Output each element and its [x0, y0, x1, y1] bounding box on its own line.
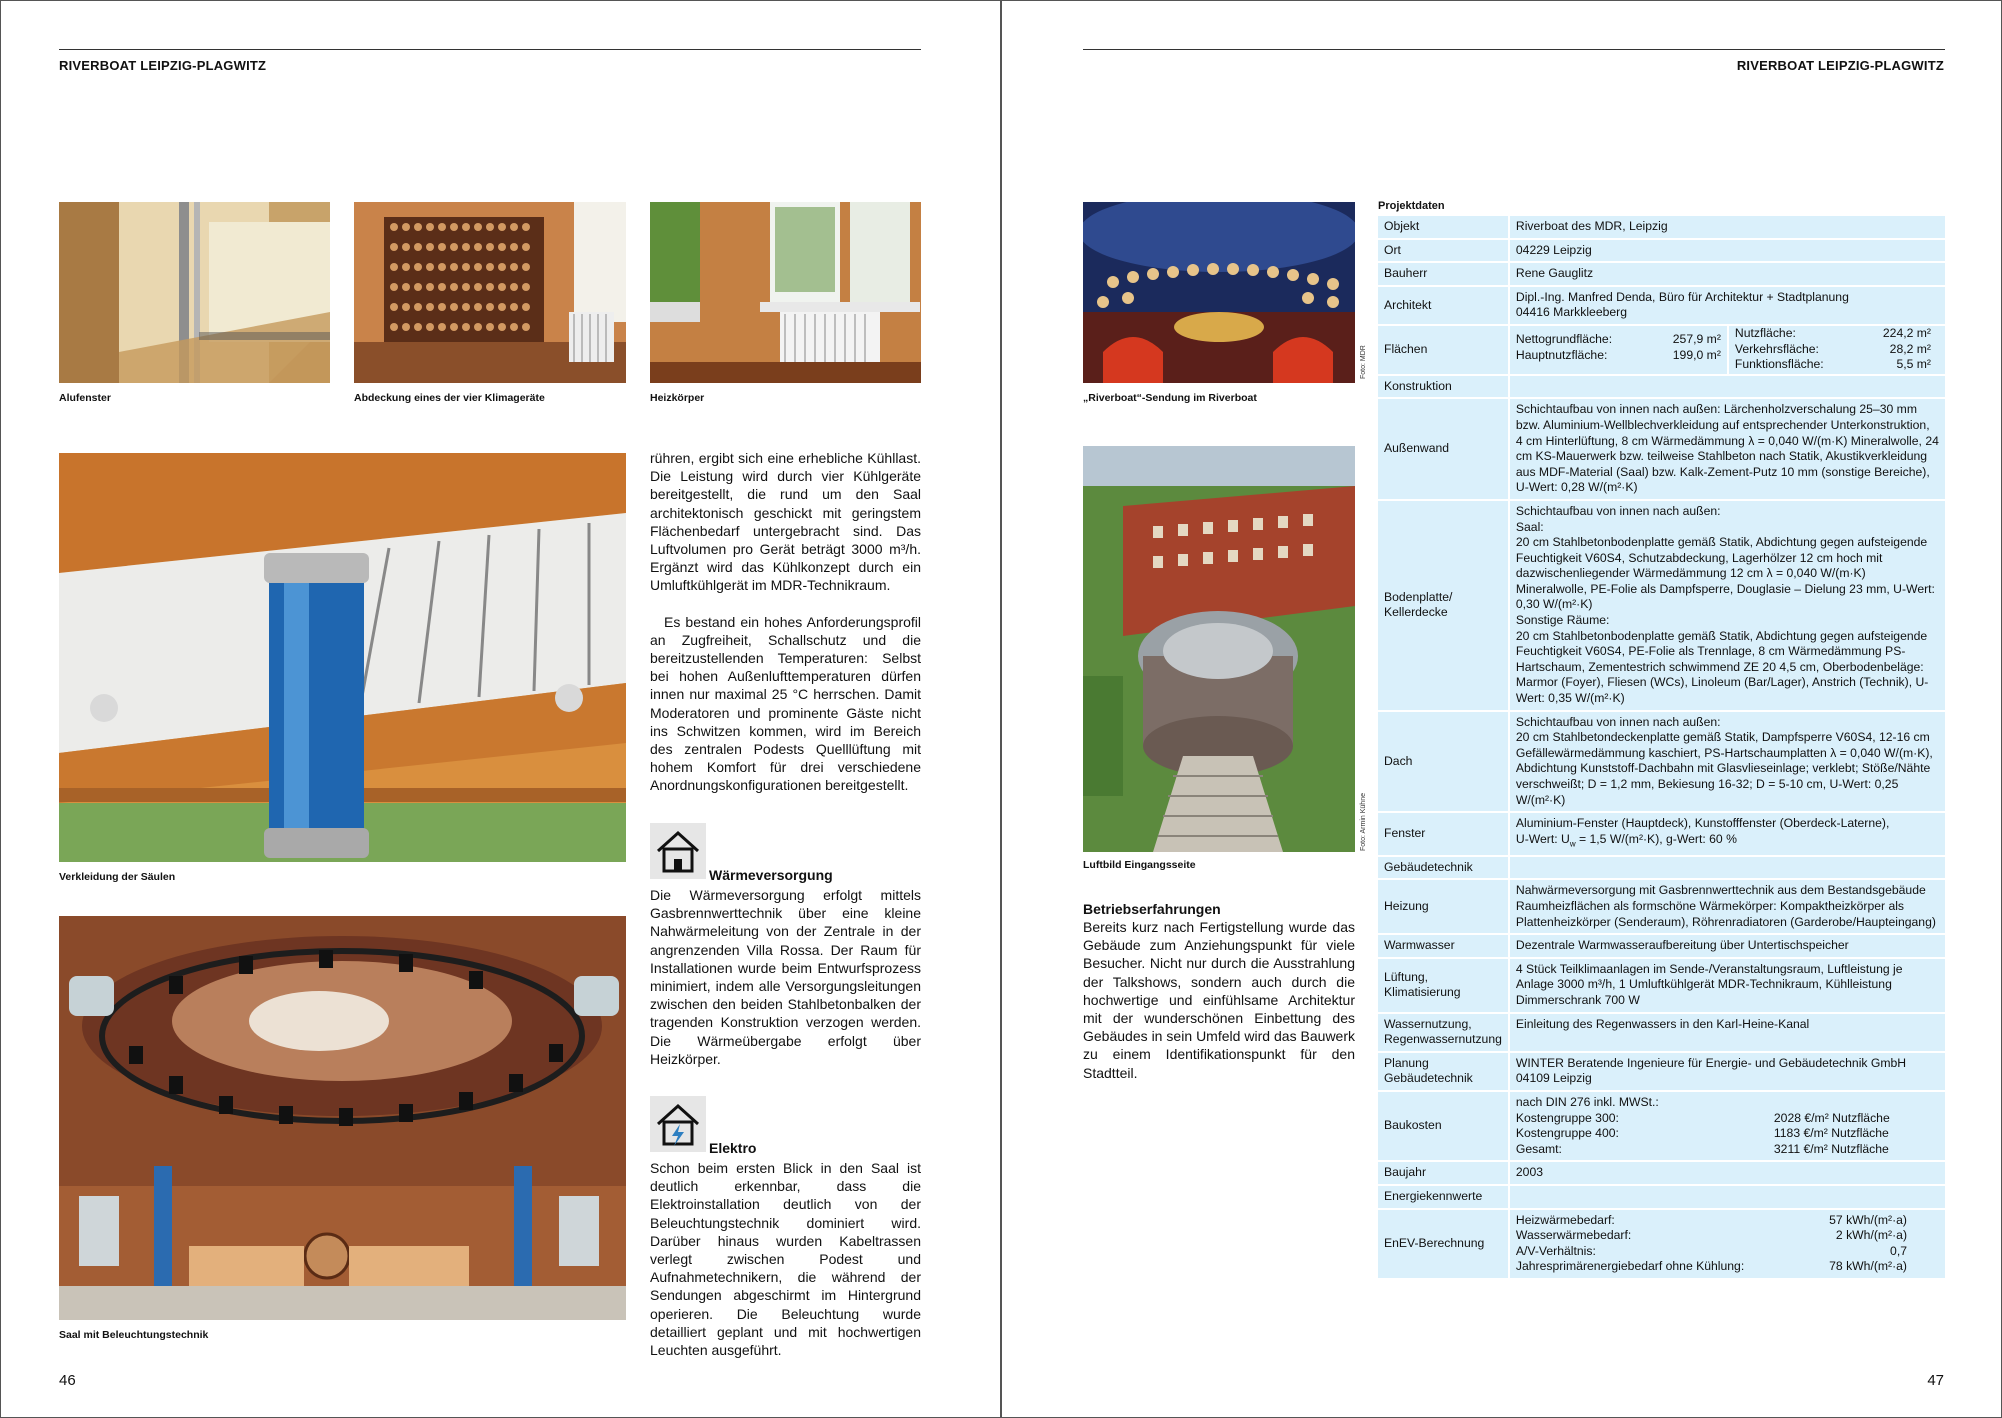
- fenster-uwert-value: = 1,5 W/(m²·K), g-Wert: 60 %: [1575, 831, 1737, 846]
- row-label: Architekt: [1378, 286, 1509, 325]
- table-row: [1378, 239, 1945, 263]
- table-row: [1378, 398, 1945, 500]
- row-value: [1509, 286, 1945, 325]
- row-label: Energiekennwerte: [1378, 1185, 1509, 1209]
- row-value: Schichtaufbau von innen nach außen: Lärchenholzverschalung 25–30 mm bzw. Aluminium-Wellblechverkleidung auf entsprechender Unterkonstruktion, 4 cm Hinterlüftung, 8 cm Wärmedämmung λ = 0,040 W/(m·K) Mineralwolle, 24 cm KS-Mauerwerk bzw. teilweise Stahlbeton nach Statik, Akustikverkleidung aus MDF-Material (Saal) bzw. Kalk-Zement-Putz 10 mm (sonstige Bereiche), U-Wert: 0,28 W/(m²·K): [1509, 398, 1945, 500]
- body-text-betriebserfahrungen: Bereits kurz nach Fertigstellung wurde das Gebäude zum Anziehungspunkt für viele Besucher. Nicht nur durch die Ausstrahlung der Talkshows, sondern auch durch die hochwertige und einfühlsame Architektur mit der wunderschönen Einbettung des Gebäudes in sein Umfeld wird das Bauwerk zu einem Identifikationspunkt für den Stadtteil.: [1083, 919, 1355, 1081]
- table-row: [1378, 934, 1945, 958]
- wasserwaermebedarf-value: 2 kWh/(m²·a): [1835, 1228, 1907, 1243]
- table-row: [1378, 262, 1945, 286]
- house-icon: [650, 823, 706, 879]
- architekt-line-2: 04416 Markkleeberg: [1515, 305, 1628, 320]
- row-label: Außenwand: [1378, 398, 1509, 500]
- row-value: Einleitung des Regenwassers in den Karl-Heine-Kanal: [1509, 1013, 1945, 1052]
- flaechen-vf-label: Verkehrsfläche:: [1734, 341, 1819, 356]
- planung-line: WINTER Beratende Ingenieure für Energie- und Gebäudetechnik GmbH: [1515, 1055, 1907, 1070]
- table-row: [1378, 856, 1945, 880]
- row-label: Lüftung, Klimatisierung: [1378, 958, 1509, 1013]
- architekt-line-1: Dipl.-Ing. Manfred Denda, Büro für Architektur + Stadtplanung: [1515, 289, 1849, 304]
- row-value: [1509, 500, 1945, 711]
- row-value: [1509, 1052, 1945, 1091]
- table-row: [1378, 500, 1945, 711]
- wasserwaermebedarf-label: Wasserwärmebedarf:: [1515, 1228, 1632, 1243]
- row-label: Planung Gebäudetechnik: [1378, 1052, 1509, 1091]
- row-label: Objekt: [1378, 216, 1509, 239]
- table-row: [1378, 1091, 1945, 1161]
- page-number: 46: [59, 1372, 76, 1389]
- fenster-line: Aluminium-Fenster (Hauptdeck), Kunstofffenster (Oberdeck-Laterne),: [1515, 816, 1890, 831]
- gesamt-value: 3211 €/m² Nutzfläche: [1773, 1141, 1889, 1156]
- caption-heizkoerper: Heizkörper: [650, 392, 705, 404]
- flaechen-nf-label: Nutzfläche:: [1734, 325, 1796, 340]
- row-value: 4 Stück Teilklimaanlagen im Sende-/Veranstaltungsraum, Luftleistung je Anlage 3000 m³/h, 1 Umluftkühlgerät MDR-Technikraum, Kühlleistung Dimmerschrank 700 W: [1509, 958, 1945, 1013]
- av-verhaeltnis-label: A/V-Verhältnis:: [1515, 1243, 1596, 1258]
- photo-luftbild: [1083, 446, 1355, 852]
- row-value: [1509, 856, 1945, 880]
- kostengruppe-400-value: 1183 €/m² Nutzfläche: [1773, 1126, 1889, 1141]
- photo-saeulen: [59, 453, 626, 862]
- photo-credit-kuehne: Foto: Armin Kühne: [1360, 793, 1367, 851]
- row-value: 2003: [1509, 1161, 1945, 1185]
- right-page: [1001, 0, 2002, 1418]
- row-label: Flächen: [1378, 325, 1509, 375]
- boden-line: 20 cm Stahlbetonbodenplatte gemäß Statik, Abdichtung gegen aufsteigende Feuchtigkeit V60S4, Schutzabdeckung, Lagerhölzer 12 cm hoch mit dazwischenliegender Wärmedämmung 12 cm λ = 0,040 W/(m·K) Mineralwolle, PE-Folie als Dampfsperre, Douglasie – Dielung 23 mm, U-Wert: 0,30 W/(m²·K): [1515, 535, 1935, 612]
- table-row: [1378, 812, 1945, 856]
- running-header: RIVERBOAT LEIPZIG-PLAGWITZ: [1736, 58, 1944, 73]
- row-label: Bodenplatte/ Kellerdecke: [1378, 500, 1509, 711]
- projektdaten-table: [1378, 216, 1945, 1280]
- boden-line: Schichtaufbau von innen nach außen:: [1515, 503, 1721, 518]
- table-row: [1378, 1161, 1945, 1185]
- kostengruppe-300-value: 2028 €/m² Nutzfläche: [1773, 1110, 1890, 1125]
- flaechen-nf-value: 224,2 m²: [1882, 325, 1931, 340]
- flaechen-vf-value: 28,2 m²: [1889, 341, 1931, 356]
- flaechen-right: [1729, 326, 1945, 374]
- table-row: [1378, 711, 1945, 813]
- table-row: [1378, 216, 1945, 239]
- body-text-elektro: Schon beim ersten Blick in den Saal ist deutlich erkennbar, dass die Elektroinstallation deutlich von der Beleuchtungstechnik dominiert wird. Darüber hinaus wurden Kabeltrassen verlegt zwischen Podest und Aufnahmetechnikern, die während der Sendungen abgeschirmt im Hintergrund operieren. Die Beleuchtung wurde detailliert geplant und mit hochwertigen Leuchten ausgeführt.: [650, 1160, 921, 1359]
- dach-line: Schichtaufbau von innen nach außen:: [1515, 714, 1721, 729]
- body-text-kuehlung: [650, 449, 921, 813]
- caption-sendung: „Riverboat“-Sendung im Riverboat: [1083, 392, 1257, 404]
- row-value: [1509, 325, 1945, 375]
- heizwaermebedarf-label: Heizwärmebedarf:: [1515, 1212, 1615, 1227]
- flaechen-ff-label: Funktionsfläche:: [1734, 357, 1824, 372]
- fenster-uwert-text: U-Wert: U: [1515, 831, 1570, 846]
- photo-alufenster: [59, 202, 330, 383]
- caption-saeulen: Verkleidung der Säulen: [59, 871, 176, 883]
- table-row: [1378, 286, 1945, 325]
- row-value: [1509, 1185, 1945, 1209]
- table-row: [1378, 375, 1945, 399]
- row-label: EnEV-Berechnung: [1378, 1209, 1509, 1279]
- row-value: [1509, 1209, 1945, 1279]
- heizwaermebedarf-value: 57 kWh/(m²·a): [1829, 1212, 1907, 1227]
- fenster-uwert-sub: w: [1569, 839, 1576, 849]
- kostengruppe-400-label: Kostengruppe 400:: [1515, 1126, 1619, 1141]
- row-label: Bauherr: [1378, 262, 1509, 286]
- photo-credit-mdr: Foto: MDR: [1360, 345, 1367, 379]
- gesamt-label: Gesamt:: [1515, 1141, 1562, 1156]
- caption-saal: Saal mit Beleuchtungstechnik: [59, 1329, 209, 1341]
- av-verhaeltnis-value: 0,7: [1890, 1243, 1907, 1258]
- row-value: 04229 Leipzig: [1509, 239, 1945, 263]
- flaechen-ngf-value: 257,9 m²: [1672, 331, 1721, 346]
- table-row: [1378, 325, 1945, 375]
- table-row: [1378, 879, 1945, 934]
- running-header: RIVERBOAT LEIPZIG-PLAGWITZ: [59, 58, 267, 73]
- row-label: Fenster: [1378, 812, 1509, 856]
- dach-line: 20 cm Stahlbetondeckenplatte gemäß Statik, Dampfsperre V60S4, 12-16 cm Gefällewärmedämmung kaschiert, PS-Hartschaumplatten λ = 0,040 W/(m·K), Abdichtung Kunststoff-Dachbahn mit Glasvlieseinlage; verklebt; Stöße/Nähte verschweißt; D = 1,2 mm, Bekiesung 16-32; D = 5-10 cm, U-Wert: 0,25 W/(m²·K): [1515, 730, 1933, 807]
- flaechen-hnf-value: 199,0 m²: [1672, 347, 1721, 362]
- jahresprimaerenergiebedarf-label: Jahresprimärenergiebedarf ohne Kühlung:: [1515, 1259, 1745, 1274]
- row-label: Baujahr: [1378, 1161, 1509, 1185]
- table-title-projektdaten: Projektdaten: [1378, 200, 1445, 212]
- kostengruppe-300-label: Kostengruppe 300:: [1515, 1110, 1619, 1125]
- table-row: [1378, 958, 1945, 1013]
- table-row: [1378, 1209, 1945, 1279]
- section-title-elektro: Elektro: [709, 1140, 757, 1156]
- boden-line: Sonstige Räume:: [1515, 613, 1610, 628]
- page-number: 47: [1927, 1372, 1944, 1389]
- row-value: [1509, 812, 1945, 856]
- flaechen-ngf-label: Nettogrundfläche:: [1515, 331, 1613, 346]
- flaechen-hnf-label: Hauptnutzfläche:: [1515, 347, 1608, 362]
- row-value: Dezentrale Warmwasseraufbereitung über Untertischspeicher: [1509, 934, 1945, 958]
- fenster-line: [1516, 832, 1939, 852]
- section-title-betriebserfahrungen: Betriebserfahrungen: [1083, 901, 1221, 917]
- paragraph-anforderungsprofil: Es bestand ein hohes Anforderungsprofil an Zugfreiheit, Schallschutz und die bereitzustellenden Temperaturen: Selbst bei hohen Außenlufttemperaturen dürfen innen nur maximal 25 °C herrschen. Damit Moderatoren und prominente Gäste nicht ins Schwitzen kommen, wird im Bereich des zentralen Podests Quelllüftung mit hohem Komfort für drei verschiedene Anordnungskonfigurationen bereitgestellt.: [650, 613, 921, 794]
- boden-line: 20 cm Stahlbetonbodenplatte gemäß Statik, Abdichtung gegen aufsteigende Feuchtigkeit V60S4, PE-Folie als Trennlage, 8 cm Wärmedämmung PS-Hartschaum, Zementestrich schwimmend ZE 20 4,5 cm, Oberbodenbeläge: Marmor (Foyer), Fliesen (WCs), Linoleum (Bar/Lager), Anstrich (Technik), U-Wert: 0,35 W/(m²·K): [1515, 628, 1929, 706]
- row-label: Wassernutzung, Regenwassernutzung: [1378, 1013, 1509, 1052]
- table-row: [1378, 1013, 1945, 1052]
- table-row: [1378, 1052, 1945, 1091]
- photo-sendung: [1083, 202, 1355, 383]
- row-value: [1509, 1091, 1945, 1161]
- flaechen-ff-value: 5,5 m²: [1896, 357, 1931, 372]
- photo-abdeckung: [354, 202, 626, 383]
- caption-alufenster: Alufenster: [59, 392, 111, 404]
- header-rule: [1083, 49, 1945, 50]
- boden-line: Saal:: [1515, 519, 1544, 534]
- row-label: Ort: [1378, 239, 1509, 263]
- caption-abdeckung: Abdeckung eines der vier Klimageräte: [354, 392, 545, 404]
- row-label: Baukosten: [1378, 1091, 1509, 1161]
- row-value: [1509, 375, 1945, 399]
- row-value: [1509, 711, 1945, 813]
- photo-saal: [59, 916, 626, 1320]
- paragraph-kuehllast: rühren, ergibt sich eine erhebliche Kühllast. Die Leistung wird durch vier Kühlgeräte bereitgestellt, die rund um den Saal architektonisch geschickt mit geringstem Flächenbedarf untergebracht sind. Das Luftvolumen pro Gerät beträgt 3000 m³/h. Ergänzt wird das Kühlkonzept durch ein Umluftkühlgerät im MDR-Technikraum.: [650, 450, 921, 594]
- row-label: Gebäudetechnik: [1378, 856, 1509, 880]
- flaechen-left: [1510, 326, 1729, 374]
- row-label: Dach: [1378, 711, 1509, 813]
- caption-luftbild: Luftbild Eingangsseite: [1083, 859, 1196, 871]
- row-value: Nahwärmeversorgung mit Gasbrennwerttechnik aus dem Bestandsgebäude Raumheizflächen als formschöne Wärmekörper: Kompaktheizkörper als Plattenheizkörper (Senderaum), Röhrenradiatoren (Garderobe/Haupteingang): [1509, 879, 1945, 934]
- section-title-waermeversorgung: Wärmeversorgung: [709, 867, 833, 883]
- row-label: Heizung: [1378, 879, 1509, 934]
- row-value: Riverboat des MDR, Leipzig: [1509, 216, 1945, 239]
- house-lightning-icon: [650, 1096, 706, 1152]
- row-label: Warmwasser: [1378, 934, 1509, 958]
- header-rule: [59, 49, 921, 50]
- planung-line: 04109 Leipzig: [1515, 1071, 1592, 1086]
- baukosten-din: nach DIN 276 inkl. MWSt.:: [1515, 1094, 1659, 1109]
- photo-heizkoerper: [650, 202, 921, 383]
- row-value: Rene Gauglitz: [1509, 262, 1945, 286]
- row-label: Konstruktion: [1378, 375, 1509, 399]
- body-text-waermeversorgung: Die Wärmeversorgung erfolgt mittels Gasbrennwerttechnik über eine kleine Nahwärmeleitung von der Zentrale in der angrenzenden Villa Rossa. Der Raum für Installationen wurde beim Entwurfsprozess minimiert, indem alle Versorgungsleitungen zwischen den beiden Stahlbetonbalken der tragenden Konstruktion verzogen werden. Die Wärmeübergabe erfolgt über Heizkörper.: [650, 887, 921, 1067]
- table-row: [1378, 1185, 1945, 1209]
- jahresprimaerenergiebedarf-value: 78 kWh/(m²·a): [1829, 1259, 1907, 1274]
